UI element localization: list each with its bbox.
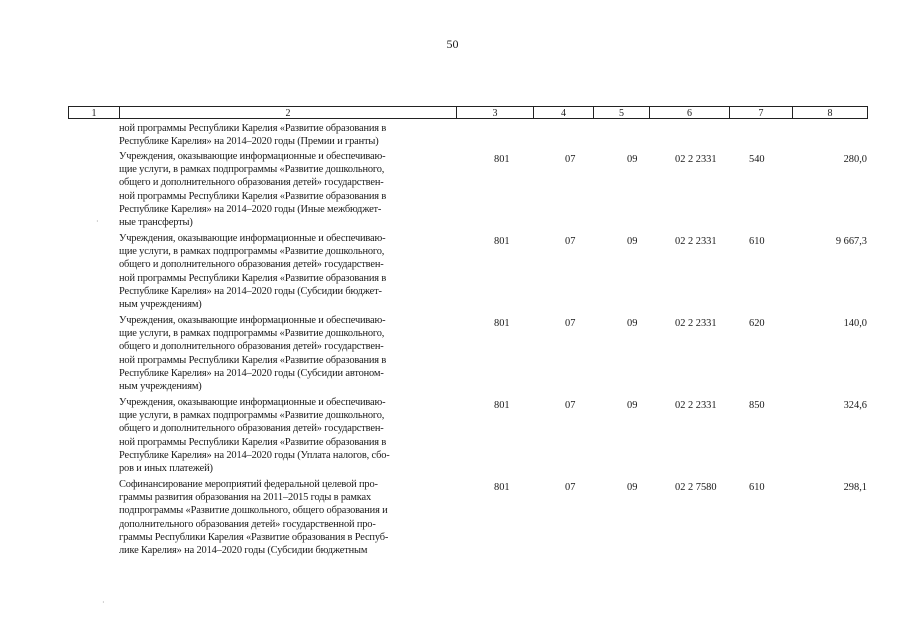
amount-cell: 9 667,3	[835, 236, 867, 247]
ved-code-cell: 801	[494, 482, 510, 493]
subsection-code-cell: 09	[627, 154, 638, 165]
header-cell-5: 5	[594, 107, 650, 118]
target-article-cell: 02 2 2331	[675, 318, 717, 329]
description-line: общего и дополнительного образования детей» государствен-	[119, 341, 384, 353]
description-line: дополнительного образования детей» государственной про-	[119, 518, 376, 530]
description-line: ные трансферты)	[119, 217, 193, 229]
header-cell-8: 8	[827, 108, 833, 119]
description-line: щие услуги, в рамках подпрограммы «Развитие дошкольного,	[119, 164, 385, 176]
header-cell-7: 7	[730, 107, 793, 118]
header-cell-6: 6	[650, 107, 730, 118]
description-line: щие услуги, в рамках подпрограммы «Развитие дошкольного,	[119, 246, 385, 258]
row-description	[119, 396, 444, 475]
row-description	[119, 150, 444, 229]
ved-code-cell: 801	[494, 400, 510, 411]
page-number: 50	[446, 37, 459, 51]
ved-code-cell: 801	[494, 318, 510, 329]
description-line: лике Карелия» на 2014–2020 годы (Субсидии бюджетным	[119, 545, 368, 557]
target-article-cell: 02 2 2331	[675, 154, 717, 165]
description-line: щие услуги, в рамках подпрограммы «Развитие дошкольного,	[119, 328, 385, 340]
section-code-cell: 07	[565, 154, 576, 165]
description-line: ров и иных платежей)	[119, 463, 213, 475]
scan-mark: ·	[96, 217, 99, 226]
expense-type-cell: 850	[749, 400, 765, 411]
section-code-cell: 07	[565, 318, 576, 329]
header-cell-1: 1	[69, 107, 120, 118]
section-code-cell: 07	[565, 482, 576, 493]
section-code-cell: 07	[565, 400, 576, 411]
expense-type-cell: 610	[749, 482, 765, 493]
description-line: Республике Карелия» на 2014–2020 годы (Субсидии бюджет-	[119, 285, 382, 297]
description-line: общего и дополнительного образования детей» государствен-	[119, 177, 384, 189]
target-article-cell: 02 2 7580	[675, 482, 717, 493]
description-line: Учреждения, оказывающие информационные и обеспечиваю-	[119, 315, 386, 326]
header-cell-3: 3	[457, 107, 534, 118]
description-line: Учреждения, оказывающие информационные и обеспечиваю-	[119, 151, 386, 162]
description-line: граммы развития образования на 2011–2015 годы в рамках	[119, 492, 372, 504]
header-cell-2: 2	[120, 107, 457, 118]
expense-type-cell: 540	[749, 154, 765, 165]
description-line: ной программы Республики Карелия «Развитие образования в	[119, 272, 387, 284]
description-line: ным учреждениям)	[119, 299, 202, 311]
description-line: общего и дополнительного образования детей» государствен-	[119, 259, 384, 271]
description-line: щие услуги, в рамках подпрограммы «Развитие дошкольного,	[119, 410, 385, 422]
amount-cell: 324,6	[843, 400, 867, 411]
row-description	[119, 122, 444, 148]
description-line: ной программы Республики Карелия «Развитие образования в	[119, 436, 387, 448]
ved-code-cell: 801	[494, 154, 510, 165]
expense-type-cell: 620	[749, 318, 765, 329]
description-line: граммы Республики Карелия «Развитие образования в Респуб-	[119, 531, 389, 543]
table-header	[68, 106, 868, 119]
description-line: Республике Карелия» на 2014–2020 годы (Уплата налогов, сбо-	[119, 449, 390, 461]
expense-type-cell: 610	[749, 236, 765, 247]
scan-mark: ·	[102, 598, 105, 607]
description-line: Софинансирование мероприятий федеральной целевой про-	[119, 479, 378, 490]
description-line: подпрограммы «Развитие дошкольного, общего образования и	[119, 505, 388, 517]
amount-cell: 280,0	[843, 154, 867, 165]
description-line: Республике Карелия» на 2014–2020 годы (Субсидии автоном-	[119, 367, 384, 379]
description-line: ной программы Республики Карелия «Развитие образования в	[119, 354, 387, 366]
ved-code-cell: 801	[494, 236, 510, 247]
description-line: Республике Карелия» на 2014–2020 годы (Премии и гранты)	[119, 136, 379, 148]
row-description	[119, 314, 444, 393]
description-line: Учреждения, оказывающие информационные и обеспечиваю-	[119, 397, 386, 408]
description-line: Учреждения, оказывающие информационные и обеспечиваю-	[119, 233, 386, 244]
amount-cell: 298,1	[843, 482, 867, 493]
description-line: ной программы Республики Карелия «Развитие образования в	[119, 123, 387, 134]
subsection-code-cell: 09	[627, 482, 638, 493]
description-line: Республике Карелия» на 2014–2020 годы (Иные межбюджет-	[119, 203, 382, 215]
subsection-code-cell: 09	[627, 318, 638, 329]
target-article-cell: 02 2 2331	[675, 236, 717, 247]
target-article-cell: 02 2 2331	[675, 400, 717, 411]
subsection-code-cell: 09	[627, 400, 638, 411]
description-line: ным учреждениям)	[119, 381, 202, 393]
section-code-cell: 07	[565, 236, 576, 247]
amount-cell: 140,0	[843, 318, 867, 329]
description-line: общего и дополнительного образования детей» государствен-	[119, 423, 384, 435]
header-cell-4: 4	[534, 107, 594, 118]
row-description	[119, 478, 444, 557]
row-description	[119, 232, 444, 311]
description-line: ной программы Республики Карелия «Развитие образования в	[119, 190, 387, 202]
subsection-code-cell: 09	[627, 236, 638, 247]
